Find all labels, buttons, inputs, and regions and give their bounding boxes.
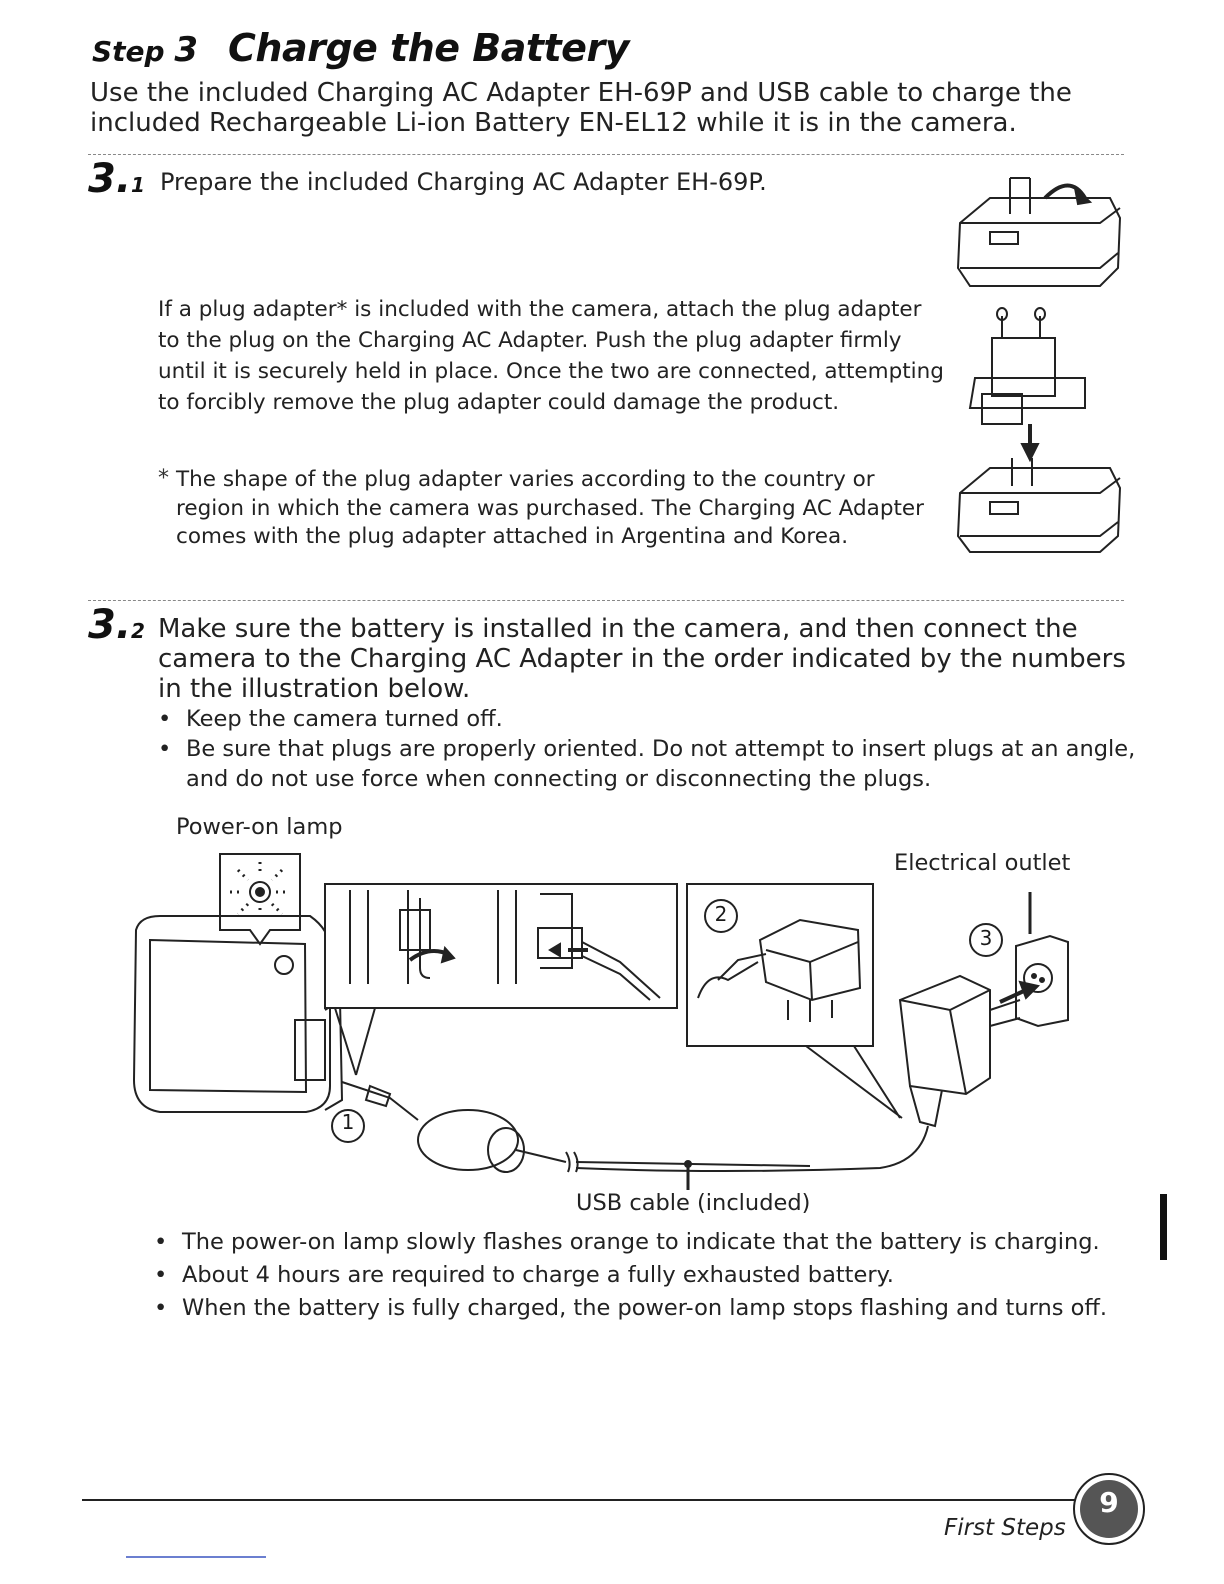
- intro-text: Use the included Charging AC Adapter EH-69P and USB cable to charge the included Rechargeable Li-ion Battery EN-EL12 while it is in the camera.: [90, 78, 1072, 138]
- list-item: • The power-on lamp slowly flashes orange to indicate that the battery is charging.: [154, 1226, 1134, 1259]
- substep-number-31: [88, 156, 145, 202]
- page-title: Charge the Battery: [228, 26, 629, 70]
- footer-section: First Steps: [944, 1515, 1066, 1541]
- list-item: • About 4 hours are required to charge a fully exhausted battery.: [154, 1259, 1134, 1292]
- usb-cable-label: USB cable (included): [576, 1190, 811, 1216]
- step-label: [92, 30, 198, 70]
- substep-number-main: 3.: [88, 156, 132, 202]
- charging-notes: [154, 1226, 1134, 1325]
- callout-3: 3: [979, 926, 993, 950]
- note-marker: *: [158, 466, 169, 491]
- substep-32-text: Make sure the battery is installed in the camera, and then connect the camera to the Charging AC Adapter in the order indicated by the numbers in the illustration below.: [158, 614, 1126, 704]
- list-item: • Be sure that plugs are properly oriented. Do not attempt to insert plugs at an angle, and do not use force when connecting or disconnecting the plugs.: [158, 734, 1138, 794]
- substep-number-sub: 2: [131, 619, 145, 643]
- chapter-edge-marker: [1160, 1194, 1167, 1260]
- list-item: • Keep the camera turned off.: [158, 704, 1138, 734]
- substep-31-text: Prepare the included Charging AC Adapter EH-69P.: [160, 168, 767, 196]
- outlet-label: Electrical outlet: [894, 850, 1071, 876]
- plug-adapter-note: The shape of the plug adapter varies according to the country or region in which the camera was purchased. The Charging AC Adapter comes with the plug adapter attached in Argentina and Korea.: [176, 467, 924, 549]
- divider: [88, 600, 1124, 601]
- substep-number-main: 3.: [88, 602, 132, 648]
- list-item: • When the battery is fully charged, the power-on lamp stops flashing and turns off.: [154, 1292, 1134, 1325]
- bottom-underline: [126, 1556, 266, 1558]
- camera-charging-illustration: [120, 850, 1080, 1190]
- ac-adapter-illustration: [950, 168, 1130, 578]
- page-number: 9: [1099, 1486, 1119, 1519]
- callout-2: 2: [714, 902, 728, 926]
- step-word: Step: [92, 35, 165, 68]
- step32-bullets: [158, 704, 1138, 794]
- substep-number-32: [88, 602, 145, 648]
- substep-number-sub: 1: [131, 173, 145, 197]
- plug-adapter-paragraph: If a plug adapter* is included with the camera, attach the plug adapter to the plug on the Charging AC Adapter. Push the plug adapter firmly until it is securely held in place. Once the two are connected, attempting to forcibly remove the plug adapter could damage the product.: [158, 297, 944, 415]
- callout-1: 1: [341, 1110, 355, 1134]
- divider: [88, 154, 1124, 155]
- footer-rule: [82, 1499, 1082, 1501]
- power-lamp-label: Power-on lamp: [176, 814, 343, 840]
- step-number: 3: [174, 30, 199, 70]
